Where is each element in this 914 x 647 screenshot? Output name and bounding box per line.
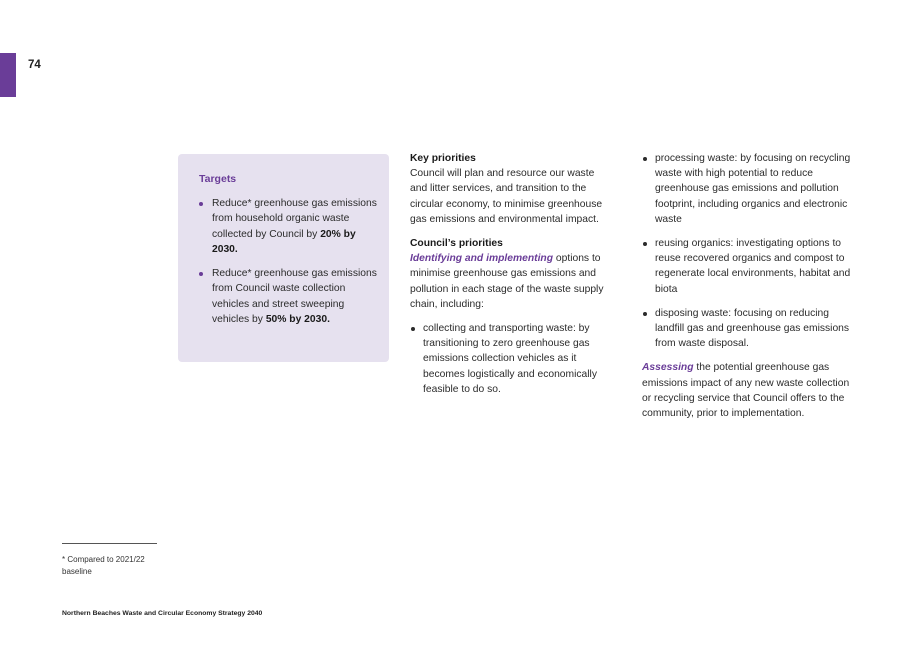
assessing-text [642, 360, 860, 421]
list-item-text: collecting and transporting waste: by transitioning to zero greenhouse gas emissions collection vehicles as it becomes logistically and economically feasible to do so. [423, 323, 597, 395]
right-column [642, 151, 860, 430]
target-item [199, 196, 379, 257]
bullet-icon [643, 312, 647, 316]
key-priorities-text: Council will plan and resource our waste and litter services, and transition to the circular economy, to minimise greenhouse gas emissions and environmental impact. [410, 168, 603, 225]
bullet-icon [643, 242, 647, 246]
bullet-icon [643, 157, 647, 161]
page-tab-marker [0, 53, 16, 97]
target-item [199, 266, 379, 327]
list-item [642, 151, 860, 227]
targets-list [199, 196, 379, 336]
document-footer: Northern Beaches Waste and Circular Economy Strategy 2040 [62, 610, 263, 617]
bullet-icon [199, 202, 203, 206]
councils-priorities-heading: Council’s priorities [410, 238, 503, 250]
bullet-icon [199, 272, 203, 276]
footnote: * Compared to 2021/22 baseline [62, 555, 145, 576]
target-bold: 20% by 2030. [212, 228, 356, 255]
list-item-text: disposing waste: focusing on reducing landfill gas and greenhouse gas emissions from waste disposal. [655, 307, 850, 350]
list-item-text: reusing organics: investigating options to reuse recovered organics and compost to regenerate local environments, habitat and biota [655, 238, 851, 295]
priorities-list-continued [642, 151, 860, 351]
footnote-divider [62, 543, 157, 544]
middle-column [410, 151, 610, 406]
key-priorities-heading: Key priorities [410, 153, 476, 164]
target-text: Reduce* greenhouse gas emissions from household organic waste collected by Council by [212, 198, 377, 240]
target-text: Reduce* greenhouse gas emissions from Council waste collection vehicles and street sweeping vehicles by [212, 268, 377, 326]
list-item [642, 306, 860, 352]
councils-priorities-text [410, 251, 610, 312]
priorities-list [410, 321, 610, 397]
target-bold: 50% by 2030. [265, 314, 330, 326]
emphasis-text: Identifying and implementing [410, 253, 554, 265]
page-number: 74 [28, 59, 41, 71]
list-item-text: processing waste: by focusing on recycling waste with high potential to reduce greenhouse gas emissions and pollution footprint, including organics and electronic waste [655, 153, 851, 225]
emphasis-text: Assessing [642, 362, 694, 374]
list-item [642, 236, 860, 297]
body-text: the potential greenhouse gas emissions impact of any new waste collection or recycling service that Council offers to the community, prior to implementation. [642, 362, 850, 420]
targets-box [178, 154, 389, 362]
bullet-icon [411, 327, 415, 331]
targets-title: Targets [199, 173, 237, 185]
list-item [410, 321, 610, 397]
body-text: options to minimise greenhouse gas emissions and pollution in each stage of the waste supply chain, including: [410, 253, 604, 310]
